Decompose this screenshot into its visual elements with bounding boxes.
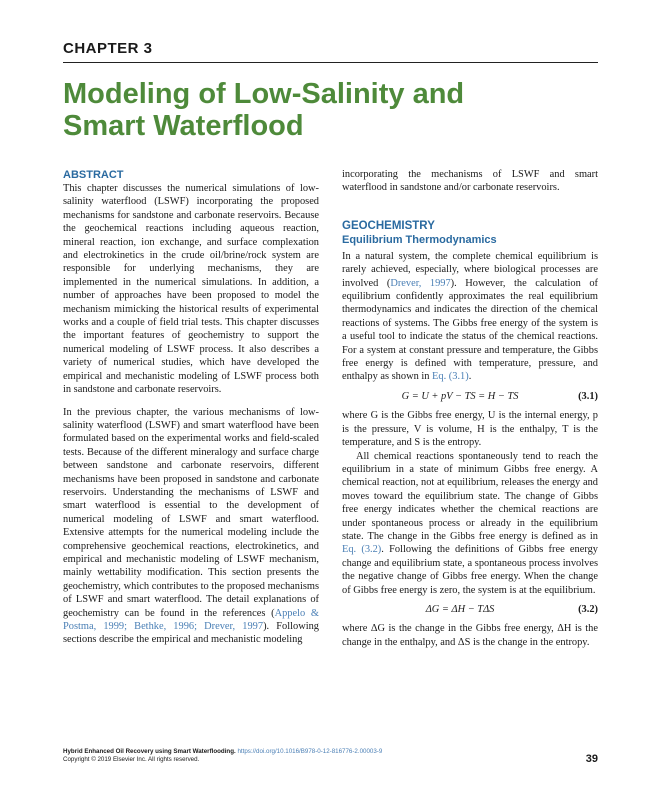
right-column <box>342 168 598 649</box>
footer <box>63 748 463 764</box>
equation-3-2-number: (3.2) <box>578 603 598 615</box>
drever-reference-link[interactable]: Drever, 1997 <box>390 277 451 289</box>
equilibrium-paragraph-3 <box>342 450 598 597</box>
equation-3-2-expression: ΔG = ΔH − TΔS <box>425 603 495 615</box>
footer-book-title: Hybrid Enhanced Oil Recovery using Smart Waterflooding. <box>63 748 236 755</box>
page-number: 39 <box>585 753 598 765</box>
p1-text-a: In a natural system, the complete chemical equilibrium is rarely achieved, especially, where biological processes are involved ( <box>342 250 598 289</box>
eq-3-2-link[interactable]: Eq. (3.2) <box>342 544 382 556</box>
p3-text-b: . Following the definitions of Gibbs free energy change and equilibrium state, a spontaneous process involves the negative change of Gibbs free energy. When the change of Gibbs free energy is zero, the system is at the equilibrium. <box>342 544 598 596</box>
intro-text-end: ). Following sections describe the empirical and mechanistic modeling <box>63 621 319 646</box>
intro-references-link[interactable]: Appelo & Postma, 1999; Bethke, 1996; Drever, 1997 <box>63 607 319 632</box>
equilibrium-subheading: Equilibrium Thermodynamics <box>342 233 497 246</box>
left-column <box>63 168 319 647</box>
equilibrium-paragraph-4: where ΔG is the change in the Gibbs free energy, ΔH is the change in the enthalpy, and ΔS is the change in the entropy. <box>342 623 598 648</box>
p1-text-c: . <box>468 371 472 383</box>
intro-text: In the previous chapter, the various mechanisms of low-salinity waterflood (LSWF) and smart waterflood have been formulated based on the experimental works and field-scaled tests. Because of the different mineralogy and surface charge between sandstone and carbonate reservoirs, different mechanisms have been proposed in sandstone and carbonate reservoirs. Understanding the mechanisms of LSWF and smart waterflood is essential to the development of numerical modeling of LSWF and smart waterflood. Extensive attempts for the numerical modeling include the comprehensive geochemical reactions, electrokinetics, and empirical and mechanistic modeling of LSWF mechanism, mainly wettability modification. This section presents the geochemistry, which contributes to the proposed mechanisms of LSWF and smart waterflood. The detail explanations of geochemistry can be found in the references ( <box>63 406 319 619</box>
equation-3-1-number: (3.1) <box>578 390 598 402</box>
chapter-title <box>63 78 583 142</box>
title-line-1: Modeling of Low-Salinity and <box>63 78 465 110</box>
chapter-label: CHAPTER 3 <box>63 40 153 57</box>
equilibrium-paragraph-2: where G is the Gibbs free energy, U is the internal energy, p is the pressure, V is volume, H is the enthalpy, T is the temperature, and S is the entropy. <box>342 410 598 449</box>
footer-doi-link[interactable]: https://doi.org/10.1016/B978-0-12-816776-2.00003-9 <box>237 748 383 755</box>
title-line-2: Smart Waterflood <box>63 110 304 142</box>
intro-continued: incorporating the mechanisms of LSWF and smart waterflood in sandstone and/or carbonate reservoirs. <box>342 169 598 194</box>
p3-text-a: All chemical reactions spontaneously tend to reach the equilibrium in a state of minimum Gibbs free energy. A chemical reaction, not at equilibrium, releases the energy and moves toward the equilibrium state. The change of Gibbs free energy indicates whether the chemical reactions are under spontaneous process or already in the equilibrium state. The change in the Gibbs free energy is defined as in <box>342 450 598 542</box>
geochemistry-heading: GEOCHEMISTRY <box>342 219 435 232</box>
header-rule <box>63 62 598 63</box>
abstract-heading: ABSTRACT <box>63 169 124 181</box>
abstract-text: This chapter discusses the numerical simulations of low-salinity waterflood (LSWF) incorporating the proposed mechanisms for sandstone and carbonate reservoirs. Because the geochemical reactions including aqueous reaction, mineral reaction, ion exchange, and surface complexation and electrokinetics in the crude oil/brine/rock system are responsible for underlying mechanisms, they are implemented in the numerical simulations. In addition, a number of approaches have been proposed to model the mechanism mimicking the historical results of experimental works and a couple of field trial tests. This chapter discusses the important features of geochemistry to support the numerical modeling of LSWF process. It also describes a variety of numerical studies, which have developed the empirical and mechanistic modeling of LSWF process both in sandstone and carbonate reservoirs. <box>63 183 319 396</box>
equation-3-1-expression: G = U + pV − TS = H − TS <box>401 390 519 402</box>
equilibrium-paragraph-1 <box>342 250 598 384</box>
equation-3-2 <box>342 603 598 616</box>
equation-3-1 <box>342 390 598 403</box>
eq-3-1-link[interactable]: Eq. (3.1) <box>432 371 469 383</box>
intro-paragraph <box>63 406 319 647</box>
footer-copyright: Copyright © 2019 Elsevier Inc. All rights reserved. <box>63 756 200 763</box>
p1-text-b: ). However, the calculation of equilibrium confidently approximates the real equilibrium thermodynamics and indicates the direction of the chemical reactions of systems. The Gibbs free energy of the system is a useful tool to indicate the status of the chemical reactions. For a system at constant pressure and temperature, the Gibbs free energy is defined with temperature, pressure, and enthalpy as shown in <box>342 277 598 383</box>
